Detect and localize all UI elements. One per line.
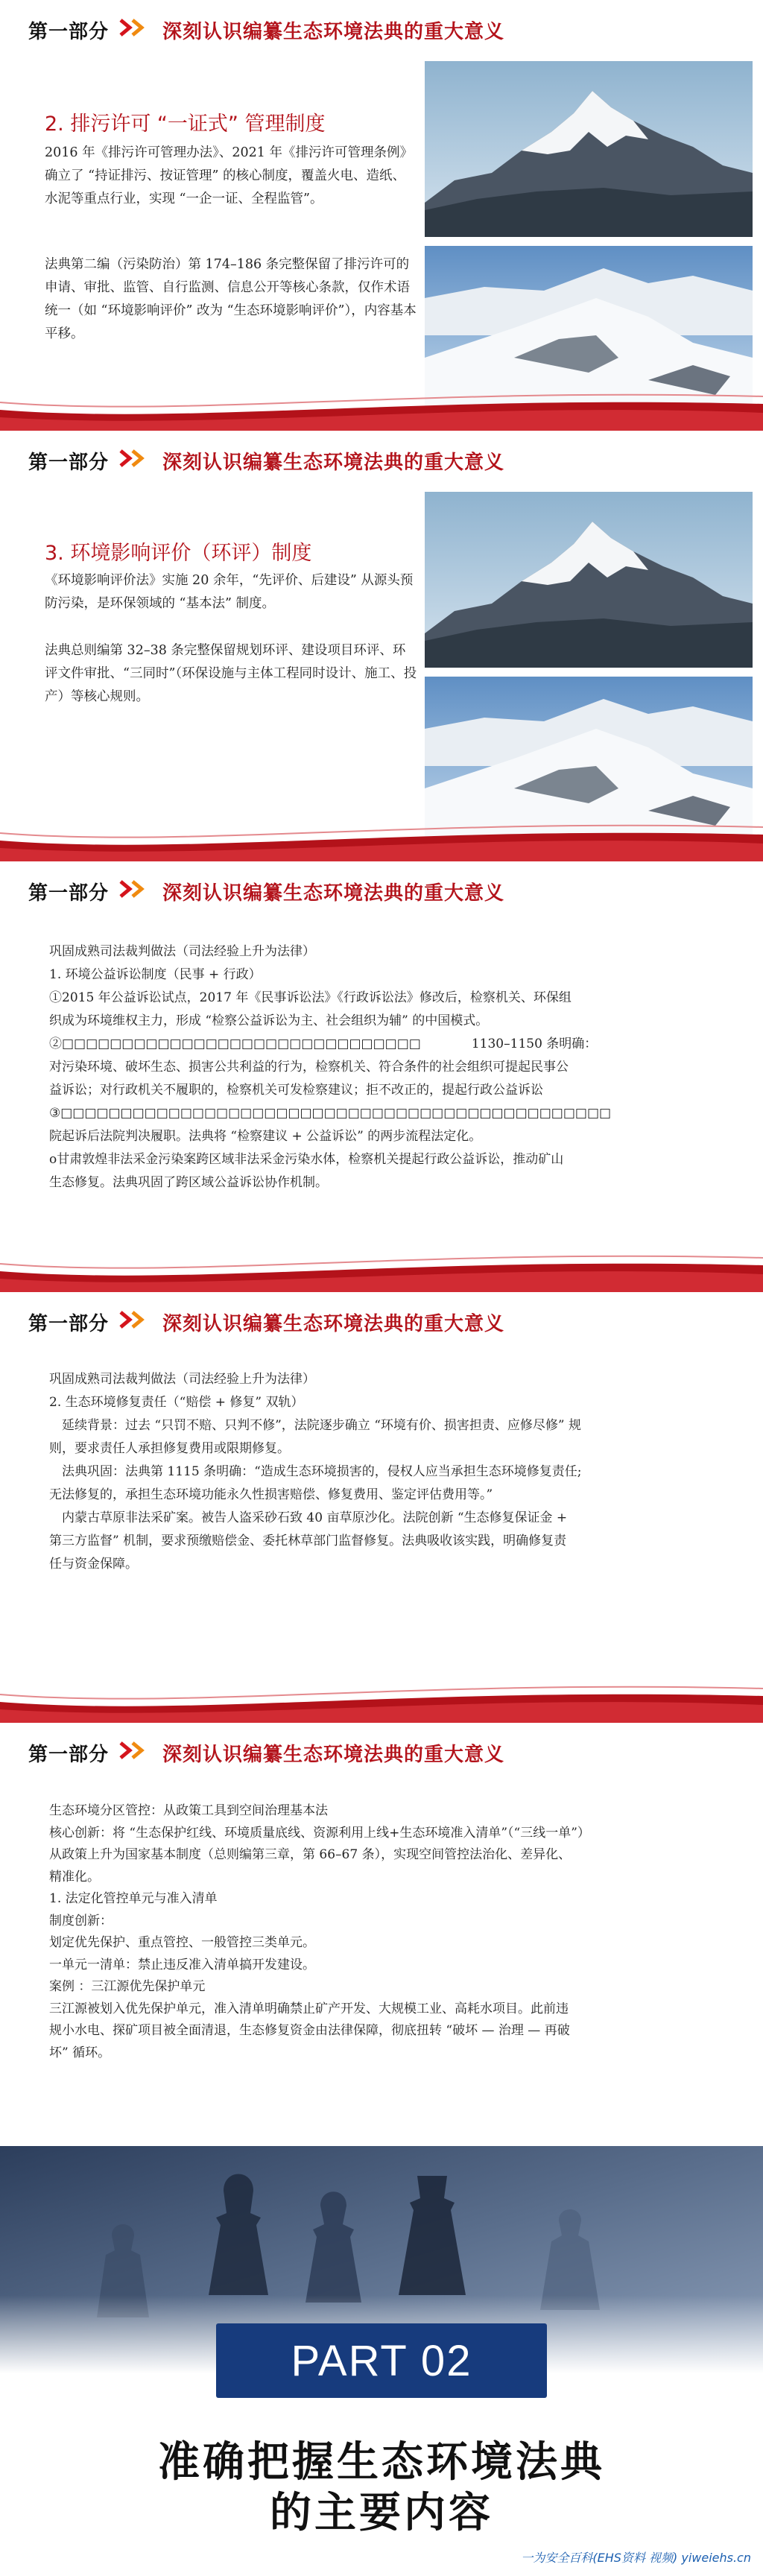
- text-line: 三江源被划入优先保护单元，准入清单明确禁止矿产开发、大规模工业、高耗水项目。此前违: [49, 2001, 569, 2016]
- slide-restoration-liability: [0, 1292, 763, 1724]
- text-line: 一单元一清单：禁止违反准入清单搞开发建设。: [49, 1957, 315, 1972]
- part-label: 第一部分: [28, 882, 110, 905]
- red-wave-footer: [0, 1680, 763, 1724]
- text-line: 核心创新：将 “生态保护红线、环境质量底线、资源利用上线+生态环境准入清单”（“三线一单”）: [49, 1825, 590, 1841]
- site-credit-link[interactable]: 一为安全百科(EHS资料 视频) yiweiehs.cn: [521, 2551, 751, 2565]
- slide-header: [0, 1292, 763, 1349]
- text-line: 1. 法定化管控单元与准入清单: [49, 1891, 218, 1906]
- part-two-title-slide: [0, 2146, 763, 2576]
- slide-zoning-control: [0, 1723, 763, 2148]
- text-line: 精准化。: [49, 1869, 100, 1884]
- text-line: ①2015 年公益诉讼试点，2017 年《民事诉讼法》《行政诉讼法》修改后，检察机关、环保组: [49, 990, 572, 1005]
- text-line: ②□□□□□□□□□□□□□□□□□□□□□□□□□□□□□□ 1130–1150 条明确：: [49, 1037, 598, 1051]
- slide-header: [0, 1723, 763, 1779]
- text-line: 益诉讼；对行政机关不履职的，检察机关可发检察建议；拒不改正的，提起行政公益诉讼: [49, 1083, 543, 1098]
- section-heading: 2. 排污许可 “一证式” 管理制度: [45, 113, 326, 136]
- body-text: [49, 940, 720, 1194]
- text-line: 任与资金保障。: [49, 1557, 138, 1572]
- part-label: 第一部分: [28, 1744, 110, 1766]
- paragraph: 法典总则编第 32–38 条完整保留规划环评、建设项目环评、环评文件审批、“三同时”（环保设施与主体工程同时设计、施工、投产）等核心规则。: [45, 643, 417, 704]
- header-title: 深刻认识编纂生态环境法典的重大意义: [162, 1313, 505, 1335]
- header-title: 深刻认识编纂生态环境法典的重大意义: [162, 21, 505, 43]
- text-line: 延续背景：过去 “只罚不赔、只判不修”，法院逐步确立 “环境有价、损害担责、应修尽修” 规: [49, 1418, 581, 1433]
- text-line: 生态修复。法典巩固了跨区域公益诉讼协作机制。: [49, 1175, 328, 1190]
- text-line: 院起诉后法院判决履职。法典将 “检察建议 + 公益诉讼” 的两步流程法定化。: [49, 1129, 482, 1144]
- header-title: 深刻认识编纂生态环境法典的重大意义: [162, 882, 505, 905]
- part-title-line: 准确把握生态环境法典: [158, 2438, 605, 2487]
- slide-public-interest-litigation: [0, 861, 763, 1294]
- slide-permit: [0, 0, 763, 432]
- body-text: [49, 1800, 720, 2064]
- text-line: 制度创新：: [49, 1913, 113, 1928]
- slide-header: [0, 861, 763, 918]
- part-label: 第一部分: [28, 21, 110, 43]
- part-number-banner: [216, 2323, 547, 2398]
- text-line: 则，要求责任人承担修复费用或限期修复。: [49, 1441, 290, 1456]
- part-label: 第一部分: [28, 452, 110, 474]
- header-title: 深刻认识编纂生态环境法典的重大意义: [162, 1744, 505, 1766]
- text-line: 织成为环境维权主力，形成 “检察公益诉讼为主、社会组织为辅” 的中国模式。: [49, 1013, 489, 1028]
- red-wave-footer: [0, 1249, 763, 1294]
- snowy-mountain-photo: [425, 61, 753, 237]
- double-chevron-icon: [118, 1741, 151, 1760]
- paragraph: 《环境影响评价法》实施 20 余年，“先评价、后建设” 从源头预防污染，是环保领域的 “基本法” 制度。: [45, 573, 414, 611]
- text-line: 巩固成熟司法裁判做法（司法经验上升为法律）: [49, 1372, 315, 1387]
- header-title: 深刻认识编纂生态环境法典的重大意义: [162, 452, 505, 474]
- body-text: [49, 1368, 720, 1576]
- text-line: 1. 环境公益诉讼制度（民事 + 行政）: [49, 967, 262, 982]
- part-title-line: 的主要内容: [270, 2489, 493, 2537]
- paragraph: 2016 年《排污许可管理办法》、2021 年《排污许可管理条例》确立了 “持证排污、按证管理” 的核心制度，覆盖火电、造纸、水泥等重点行业，实现 “一企一证、全程监管”。: [45, 145, 413, 206]
- double-chevron-icon: [118, 449, 151, 468]
- text-line: 坏” 循环。: [49, 2045, 111, 2060]
- double-chevron-icon: [118, 1310, 151, 1329]
- double-chevron-icon: [118, 18, 151, 37]
- text-line: 划定优先保护、重点管控、一般管控三类单元。: [49, 1935, 315, 1950]
- text-line: 2. 生态环境修复责任（“赔偿 + 修复” 双轨）: [49, 1395, 304, 1410]
- red-wave-footer: [0, 387, 763, 432]
- text-line: 规小水电、探矿项目被全面清退，生态修复资金由法律保障，彻底扭转 “破坏 — 治理 — 再破: [49, 2023, 570, 2038]
- text-line: 法典巩固：法典第 1115 条明确：“造成生态环境损害的，侵权人应当承担生态环境修复责任;: [49, 1464, 582, 1479]
- part-number-label: PART 02: [291, 2336, 472, 2385]
- slide-eia: [0, 431, 763, 863]
- text-line: ③□□□□□□□□□□□□□□□□□□□□□□□□□□□□□□□□□□□□□□□□□□□□□□: [49, 1106, 612, 1121]
- part-label: 第一部分: [28, 1313, 110, 1335]
- text-line: 巩固成熟司法裁判做法（司法经验上升为法律）: [49, 944, 315, 959]
- snowy-mountain-photo: [425, 492, 753, 668]
- text-line: 内蒙古草原非法采矿案。被告人盗采砂石致 40 亩草原沙化。法院创新 “生态修复保证金 +: [49, 1510, 568, 1525]
- text-line: 生态环境分区管控：从政策工具到空间治理基本法: [49, 1803, 328, 1818]
- slide-header: [0, 431, 763, 487]
- text-line: 第三方监督” 机制，要求预缴赔偿金、委托林草部门监督修复。法典吸收该实践，明确修复责: [49, 1534, 567, 1548]
- text-line: o甘肃敦煌非法采金污染案跨区域非法采金污染水体，检察机关提起行政公益诉讼，推动矿山: [49, 1152, 564, 1167]
- text-line: 从政策上升为国家基本制度（总则编第三章，第 66–67 条），实现空间管控法治化、差异化、: [49, 1847, 572, 1862]
- double-chevron-icon: [118, 879, 151, 899]
- text-line: 案例 ：三江源优先保护单元: [49, 1979, 206, 1994]
- text-line: 对污染环境、破坏生态、损害公共利益的行为，检察机关、符合条件的社会组织可提起民事公: [49, 1060, 569, 1075]
- slide-header: [0, 0, 763, 57]
- red-wave-footer: [0, 818, 763, 863]
- paragraph: 法典第二编（污染防治）第 174–186 条完整保留了排污许可的申请、审批、监管、自行监测、信息公开等核心条款，仅作术语统一（如 “环境影响评价” 改为 “生态环境影响评价”），内容基本平移。: [45, 257, 417, 341]
- section-heading: 3. 环境影响评价（环评）制度: [45, 542, 312, 565]
- text-line: 无法修复的，承担生态环境功能永久性损害赔偿、修复费用、鉴定评估费用等。”: [49, 1487, 493, 1502]
